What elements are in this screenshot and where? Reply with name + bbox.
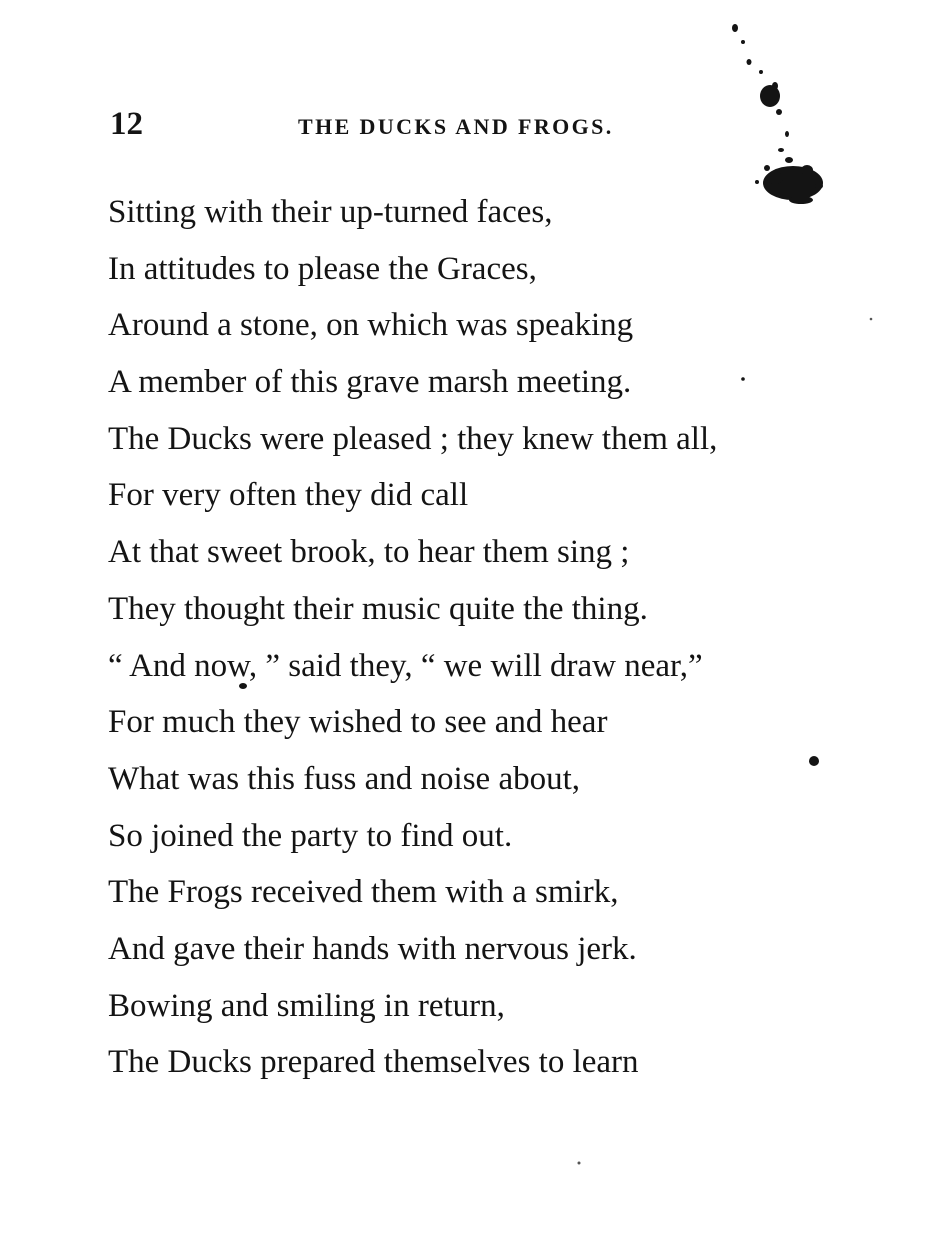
page-header: [110, 104, 670, 148]
poem-line: So joined the party to find out.: [108, 817, 513, 854]
ink-speck-mid: [236, 680, 250, 692]
poem-line: Around a stone, on which was speaking: [108, 307, 634, 344]
poem-line: A member of this grave marsh meeting.: [108, 364, 632, 401]
poem-line: The Ducks were pleased ; they knew them all,: [108, 420, 718, 457]
poem-line: And gave their hands with nervous jerk.: [108, 930, 637, 967]
ink-dot-right-edge: [866, 314, 876, 324]
poem-text: [108, 184, 888, 1091]
poem-line: In attitudes to please the Graces,: [108, 250, 537, 287]
poem-line: Sitting with their up-turned faces,: [108, 194, 553, 230]
poem-line: For much they wished to see and hear: [108, 704, 608, 741]
poem-line: They thought their music quite the thing.: [108, 590, 648, 627]
poem-line: “ And now, ” said they, “ we will draw near,”: [108, 647, 703, 684]
poem-line: The Ducks prepared themselves to learn: [108, 1044, 639, 1081]
running-title: THE DUCKS AND FROGS.: [298, 114, 614, 139]
poem-line: What was this fuss and noise about,: [108, 760, 581, 797]
ink-dot-bottom: [574, 1158, 584, 1168]
page-number: 12: [110, 106, 143, 142]
ink-dot-small: [738, 374, 748, 384]
poem-line: Bowing and smiling in return,: [108, 987, 505, 1024]
ink-speck-right: [804, 752, 824, 770]
poem-line: For very often they did call: [108, 477, 469, 514]
poem-line: At that sweet brook, to hear them sing ;: [108, 534, 630, 571]
poem-line: The Frogs received them with a smirk,: [108, 874, 619, 911]
ink-blot-top-right: [715, 0, 855, 215]
